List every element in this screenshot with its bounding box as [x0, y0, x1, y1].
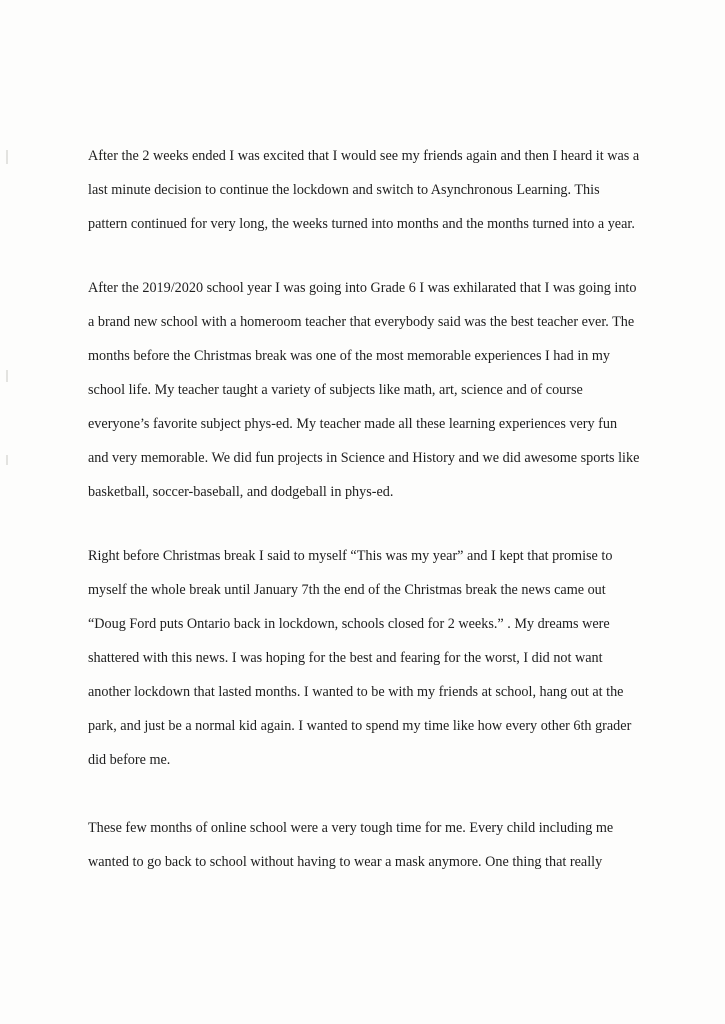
- paragraph-line: and very memorable. We did fun projects in Science and History and we did awesome sports like: [88, 450, 640, 466]
- paragraph-line: “Doug Ford puts Ontario back in lockdown, schools closed for 2 weeks.” . My dreams were: [88, 616, 610, 632]
- paragraph-line: park, and just be a normal kid again. I wanted to spend my time like how every other 6th grader: [88, 718, 632, 734]
- paragraph-3: [88, 539, 700, 777]
- paragraph-line: wanted to go back to school without having to wear a mask anymore. One thing that really: [88, 854, 603, 870]
- paragraph-line: After the 2 weeks ended I was excited that I would see my friends again and then I heard it was a: [88, 148, 640, 164]
- paragraph-line: These few months of online school were a very tough time for me. Every child including me: [88, 820, 614, 836]
- paragraph-2: [88, 271, 700, 509]
- scan-artifact: [6, 150, 8, 164]
- paragraph-line: last minute decision to continue the lockdown and switch to Asynchronous Learning. This: [88, 182, 600, 198]
- paragraph-line: months before the Christmas break was one of the most memorable experiences I had in my: [88, 348, 611, 364]
- paragraph-4: [88, 811, 700, 879]
- paragraph-line: did before me.: [88, 752, 171, 768]
- paragraph-line: shattered with this news. I was hoping for the best and fearing for the worst, I did not want: [88, 650, 603, 666]
- paragraph-line: basketball, soccer-baseball, and dodgeball in phys-ed.: [88, 484, 394, 500]
- paragraph-line: another lockdown that lasted months. I wanted to be with my friends at school, hang out at the: [88, 684, 624, 700]
- paragraph-line: everyone’s favorite subject phys-ed. My teacher made all these learning experiences very fun: [88, 416, 618, 432]
- paragraph-line: school life. My teacher taught a variety of subjects like math, art, science and of course: [88, 382, 583, 398]
- scan-artifact: [6, 455, 8, 465]
- paragraph-line: Right before Christmas break I said to myself “This was my year” and I kept that promise to: [88, 548, 613, 564]
- paragraph-1: [88, 139, 700, 241]
- paragraph-line: a brand new school with a homeroom teacher that everybody said was the best teacher ever. The: [88, 314, 635, 330]
- paragraph-line: myself the whole break until January 7th the end of the Christmas break the news came out: [88, 582, 606, 598]
- paragraph-line: After the 2019/2020 school year I was going into Grade 6 I was exhilarated that I was going into: [88, 280, 637, 296]
- scan-artifact: [6, 370, 8, 382]
- paragraph-line: pattern continued for very long, the weeks turned into months and the months turned into a year.: [88, 216, 635, 232]
